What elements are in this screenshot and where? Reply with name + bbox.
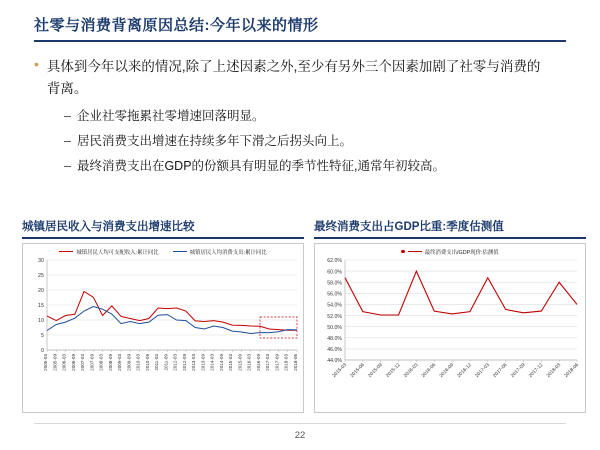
bullet-dot-icon: •: [34, 56, 39, 72]
chart-legend: [23, 244, 303, 256]
dash-icon: –: [64, 159, 71, 173]
svg-text:2017-09: 2017-09: [274, 353, 280, 371]
page-number: 22: [294, 430, 306, 441]
svg-text:44.0%: 44.0%: [327, 357, 342, 364]
svg-text:2015-09: 2015-09: [367, 362, 384, 379]
chart-frame: [314, 243, 586, 413]
svg-text:2014-03: 2014-03: [209, 353, 215, 371]
legend-line-icon: [59, 251, 73, 253]
list-item: [64, 131, 574, 151]
main-bullet-text: 具体到今年以来的情况,除了上述因素之外,至少有另外三个因素加剧了社零与消费的背离。: [46, 59, 541, 96]
sub-bullet-text: 居民消费支出增速在持续多年下滑之后拐头向上。: [76, 134, 352, 148]
list-item: [64, 106, 574, 126]
svg-text:2016-06: 2016-06: [421, 362, 438, 379]
svg-text:2012-09: 2012-09: [181, 353, 187, 371]
dash-icon: –: [64, 109, 71, 123]
chart-title: 城镇居民收入与消费支出增速比较: [22, 221, 195, 233]
svg-text:2017-12: 2017-12: [528, 362, 545, 379]
svg-text:2018-06: 2018-06: [564, 362, 581, 379]
footer-divider: [34, 423, 566, 424]
svg-text:5: 5: [41, 332, 44, 339]
legend-item: [59, 248, 158, 256]
chart-title-underline: [314, 237, 586, 239]
svg-text:50.0%: 50.0%: [327, 324, 342, 331]
svg-text:2009-09: 2009-09: [126, 353, 132, 371]
svg-text:2006-03: 2006-03: [61, 353, 67, 371]
chart-title-underline: [22, 237, 304, 239]
chart-legend: [315, 244, 585, 256]
legend-item: [173, 248, 267, 256]
svg-text:2005-09: 2005-09: [52, 353, 58, 371]
svg-text:2015-09: 2015-09: [237, 353, 243, 371]
page-title-text: 社零与消费背离原因总结:今年以来的情形: [34, 17, 319, 34]
svg-text:0: 0: [41, 347, 44, 354]
svg-text:46.0%: 46.0%: [327, 346, 342, 353]
chart-title: 最终消费支出占GDP比重:季度估测值: [314, 221, 504, 233]
svg-text:2016-03: 2016-03: [246, 353, 252, 371]
svg-text:25: 25: [38, 272, 44, 279]
svg-text:2009-03: 2009-03: [117, 353, 123, 371]
title-divider: [34, 40, 566, 42]
svg-text:2012-03: 2012-03: [172, 353, 178, 371]
svg-text:2017-03: 2017-03: [474, 362, 491, 379]
svg-text:2016-03: 2016-03: [403, 362, 420, 379]
svg-text:30: 30: [38, 257, 44, 264]
svg-text:2008-03: 2008-03: [98, 353, 104, 371]
legend-line-icon: [173, 251, 187, 253]
svg-text:2016-09: 2016-09: [256, 353, 261, 371]
svg-text:10: 10: [38, 317, 44, 324]
svg-text:62.0%: 62.0%: [327, 257, 342, 264]
svg-text:2011-09: 2011-09: [163, 353, 169, 371]
svg-text:2018-06: 2018-06: [293, 353, 298, 371]
list-item: [64, 156, 574, 176]
legend-marker-icon: [401, 250, 404, 253]
svg-text:60.0%: 60.0%: [327, 268, 342, 275]
legend-label: 城镇居民人均可支配收入:累计同比: [76, 249, 159, 256]
svg-text:2015-03: 2015-03: [332, 362, 349, 379]
chart-plot: [315, 256, 585, 406]
svg-text:2016-09: 2016-09: [439, 362, 456, 379]
legend-item: [401, 248, 498, 256]
svg-text:2011-03: 2011-03: [154, 353, 160, 371]
svg-text:2017-03: 2017-03: [265, 353, 271, 371]
svg-text:2018-03: 2018-03: [546, 362, 563, 379]
svg-text:2018-03: 2018-03: [283, 353, 289, 371]
svg-text:2007-09: 2007-09: [89, 353, 95, 371]
chart-frame: [22, 243, 304, 413]
svg-text:58.0%: 58.0%: [327, 279, 342, 286]
chart-plot: [23, 256, 303, 406]
page-title: [34, 14, 566, 35]
svg-text:2017-06: 2017-06: [492, 362, 509, 379]
svg-text:48.0%: 48.0%: [327, 335, 342, 342]
main-bullet: [34, 56, 574, 100]
svg-text:52.0%: 52.0%: [327, 313, 342, 320]
svg-text:2010-09: 2010-09: [144, 353, 150, 371]
svg-text:2015-06: 2015-06: [349, 362, 366, 379]
svg-text:56.0%: 56.0%: [327, 291, 342, 298]
sub-bullet-list: [64, 106, 574, 176]
svg-text:2017-09: 2017-09: [510, 362, 527, 379]
svg-text:2016-12: 2016-12: [456, 362, 473, 379]
svg-text:2010-03: 2010-03: [135, 353, 141, 371]
legend-line-icon: [408, 251, 422, 253]
legend-label: 城镇居民人均消费支出:累计同比: [189, 249, 267, 256]
dash-icon: –: [64, 134, 71, 148]
svg-text:2015-03: 2015-03: [228, 353, 234, 371]
svg-text:2014-09: 2014-09: [218, 353, 224, 371]
svg-text:15: 15: [38, 302, 44, 309]
svg-text:54.0%: 54.0%: [327, 302, 342, 309]
svg-text:2008-09: 2008-09: [107, 353, 113, 371]
svg-text:20: 20: [38, 287, 44, 294]
body-content: [34, 56, 574, 181]
chart-consumption-share-gdp: [314, 218, 586, 413]
svg-text:2006-09: 2006-09: [70, 353, 76, 371]
chart-income-vs-consumption: [22, 218, 304, 413]
sub-bullet-text: 最终消费支出在GDP的份额具有明显的季节性特征,通常年初较高。: [76, 159, 446, 173]
sub-bullet-text: 企业社零拖累社零增速回落明显。: [76, 109, 265, 123]
svg-text:2013-03: 2013-03: [191, 353, 197, 371]
svg-text:2007-03: 2007-03: [80, 353, 85, 371]
svg-text:2005-03: 2005-03: [43, 353, 48, 371]
legend-label: 最终消费支出/GDP现价:估测值: [424, 249, 499, 256]
svg-text:2015-12: 2015-12: [385, 362, 402, 379]
svg-text:2013-09: 2013-09: [200, 353, 206, 371]
